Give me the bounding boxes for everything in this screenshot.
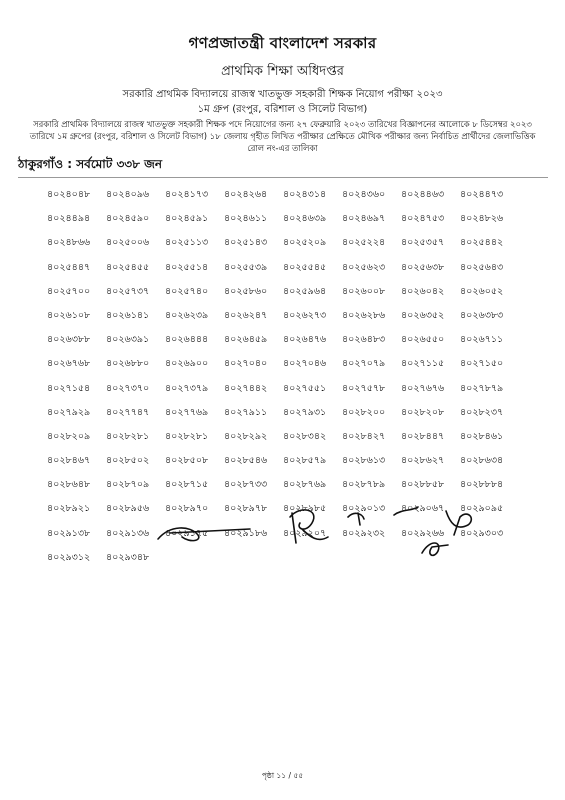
roll-number: ৪০২৭৫৭৮: [342, 382, 386, 394]
roll-number: ৪০২৮২০০: [342, 406, 386, 418]
roll-number: ৪০২৫৫৩৯: [224, 261, 268, 273]
roll-number: ৪০২৬০০৮: [342, 285, 386, 297]
signature-2: [290, 510, 328, 543]
roll-number: ৪০২৮২৮১: [106, 430, 150, 442]
page-number: পৃষ্ঠা ১১ / ৫৫: [261, 771, 304, 780]
roll-number: ৪০২৮৯৭৮: [224, 503, 268, 515]
roll-number: ৪০২৪৪৯৪: [47, 213, 91, 225]
roll-number: ৪০২৭১৫০: [460, 358, 504, 370]
roll-number: ৪০২৭৯১১: [224, 406, 268, 418]
roll-number: ৪০২৬৪৮৩: [342, 334, 386, 346]
directorate-title: প্রাথমিক শিক্ষা অধিদপ্তর: [221, 64, 344, 79]
roll-number: ৪০২৮৬৪৮: [47, 479, 91, 491]
group-subtitle: ১ম গ্রুপ (রংপুর, বরিশাল ও সিলেট বিভাগ): [197, 104, 368, 115]
roll-number: ৪০২৯৩০৩: [460, 527, 504, 539]
roll-number: ৪০২৮৫৪৬: [224, 455, 268, 467]
roll-number: ৪০২৮৩৪২: [283, 430, 327, 442]
roll-number: ৪০২৫৬৩৮: [401, 261, 445, 273]
roll-number: ৪০২৮৯৮৫: [283, 503, 327, 515]
roll-number: ৪০২৮২৯২: [224, 430, 268, 442]
roll-number: ৪০২৭৪৪২: [224, 382, 268, 394]
roll-number: ৪০২৮৫০৮: [165, 455, 209, 467]
roll-number: ৪০২৮২০৮: [401, 406, 445, 418]
roll-number: ৪০২৬৯০০: [165, 358, 209, 370]
roll-number: ৪০২৬৩৮৩: [460, 309, 504, 321]
roll-number: ৪০২৮৯৭০: [165, 503, 209, 515]
roll-number: ৪০২৯০৬৭: [401, 503, 445, 515]
roll-number: ৪০২৬৮৮০: [106, 358, 150, 370]
roll-number: ৪০২৫৪৪২: [460, 237, 504, 249]
roll-number: ৪০২৭০৪০: [224, 358, 268, 370]
roll-number: ৪০২৯১৩৮: [47, 527, 91, 539]
government-title: গণপ্রজাতন্ত্রী বাংলাদেশ সরকার: [188, 34, 377, 52]
signature-3: [348, 513, 364, 525]
roll-number: ৪০২৪০৯৬: [106, 189, 150, 200]
roll-number: ৪০২৬৫৫০: [401, 334, 445, 346]
roll-number: ৪০২৮৭৩৩: [224, 479, 268, 491]
roll-number: ৪০২৭০৭৯: [342, 358, 386, 370]
roll-number: ৪০২৯২৬৬: [401, 527, 445, 539]
roll-number: ৪০২৮৪৪৭: [401, 430, 445, 442]
signature-5: [446, 511, 471, 535]
roll-number: ৪০২৯২৩২: [342, 527, 386, 539]
roll-number: ৪০২৫৭৩৭: [106, 285, 150, 297]
exam-title: সরকারি প্রাথমিক বিদ্যালয়ে রাজস্ব খাতভুক্ত সহকারী শিক্ষক নিয়োগ পরীক্ষা ২০২৩: [122, 89, 443, 100]
roll-number: ৪০২৮৫০২: [106, 455, 150, 467]
roll-number: ৪০২৮৯৫৬: [106, 503, 150, 515]
section-divider: [18, 177, 548, 178]
roll-number: ৪০২৭৭৬৯: [165, 406, 209, 418]
roll-number: ৪০২৫২০৯: [283, 237, 327, 249]
roll-number: ৪০২৮৭১৫: [165, 479, 209, 491]
roll-number: ৪০২৮৯২১: [47, 503, 91, 515]
roll-number: ৪০২৪১৭৩: [165, 189, 209, 200]
notice-text: সরকারি প্রাথমিক বিদ্যালয়ে রাজস্ব খাতভুক্ত সহকারী শিক্ষক পদে নিয়োগের জন্য ২৭ ফেব্রুয়ারি ২০২৩ তারিখের বিজ্ঞাপনের আলোকে ৮ ডিসেম্বর ২০২৩ তারিখে ১ম গ্রুপের (রংপুর, বরিশাল ও সিলেট বিভাগ) ১৮ জেলায় গৃহীত লিখিত পরীক্ষার প্রেক্ষিতে মৌখিক পরীক্ষার জন্য নির্বাচিত প্রার্থীদের জেলাভিত্তিক রোল নং-এর তালিকা: [29, 119, 536, 153]
roll-number: ৪০২৫৬২৩: [342, 261, 386, 273]
roll-number: ৪০২৫৮৬০: [224, 285, 268, 297]
roll-number: ৪০২৪৮৬৬: [47, 237, 91, 249]
roll-number: ৪০২৪৫৯১: [165, 213, 209, 225]
roll-number: ৪০২৮৭৬৯: [283, 479, 327, 491]
roll-number: ৪০২৮৭০৯: [106, 479, 150, 491]
roll-number: ৪০২৪৫৯০: [106, 213, 150, 225]
roll-number: ৪০২৭৫৫১: [283, 382, 327, 394]
roll-number: ৪০২৬২৭৩: [283, 309, 327, 321]
roll-number: ৪০২৫০০৬: [106, 237, 150, 249]
roll-number: ৪০২৮৪৬১: [460, 430, 504, 442]
roll-number: ৪০২৪৪৬৩: [401, 189, 445, 200]
roll-number: ৪০২৯১৩৬: [106, 527, 150, 539]
roll-number: ৪০২৪২৬৪: [224, 189, 268, 200]
roll-number: ৪০২৮৬১৩: [342, 455, 386, 467]
roll-number: ৪০২৪৬৯৭: [342, 213, 386, 225]
roll-number: ৪০২৪৪৭৩: [460, 189, 504, 200]
roll-number: ৪০২৫১১৩: [165, 237, 209, 249]
roll-number: ৪০২৬২৪৭: [224, 309, 268, 321]
roll-number: ৪০২৬১০৮: [47, 309, 91, 321]
roll-number: ৪০২৪০৪৮: [47, 189, 91, 200]
roll-number: ৪০২৭৩৭০: [106, 382, 150, 394]
roll-number: ৪০২৫৭৪০: [165, 285, 209, 297]
roll-number: ৪০২৬০৪২: [401, 285, 445, 297]
roll-number: ৪০২৫৫৪৫: [283, 261, 327, 273]
roll-number: ৪০২৬৭৬৮: [47, 358, 91, 370]
roll-number: ৪০২৭৯২৯: [47, 406, 91, 418]
roll-number: ৪০২৪৩৬০: [342, 189, 386, 200]
roll-number: ৪০২৭১১৫: [401, 358, 445, 370]
roll-number: ৪০২৪৩১৪: [283, 189, 327, 200]
roll-number: ৪০২৯৩৪৮: [106, 551, 150, 563]
roll-number: ৪০২৫১৪৩: [224, 237, 268, 249]
roll-number: ৪০২৮২০৯: [47, 430, 91, 442]
roll-number: ৪০২৮৭৮৯: [342, 479, 386, 491]
roll-number: ৪০২৫২২৪: [342, 237, 386, 249]
roll-number: ৪০২৮৬২৭: [401, 455, 445, 467]
roll-number: ৪০২৮২৮১: [165, 430, 209, 442]
roll-number: ৪০২৬৩৫২: [401, 309, 445, 321]
roll-number: ৪০২৫৩৫৭: [401, 237, 445, 249]
roll-number: ৪০২৭৭৪৭: [106, 406, 150, 418]
roll-number: ৪০২৪৬১১: [224, 213, 268, 225]
roll-number: ৪০২৫৬৪৩: [460, 261, 504, 273]
roll-number: ৪০২৮৪২৭: [342, 430, 386, 442]
roll-number: ৪০২৮২৩৭: [460, 406, 504, 418]
roll-number: ৪০২৬৪৭৬: [283, 334, 327, 346]
roll-number: ৪০২৪৭৫৩: [401, 213, 445, 225]
roll-number: ৪০২৮৫৭৯: [283, 455, 327, 467]
roll-number: ৪০২৭৯৩১: [283, 406, 327, 418]
roll-number: ৪০২৬১৪১: [106, 309, 150, 321]
signature-4: [394, 507, 418, 515]
roll-number: ৪০২৮৬৩৪: [460, 455, 504, 467]
roll-number: ৪০২৬২৩৯: [165, 309, 209, 321]
roll-number: ৪০২৭১৫৪: [47, 382, 91, 394]
roll-number: ৪০২৭৬৭৬: [401, 382, 445, 394]
roll-number: ৪০২৯১৭৫: [165, 527, 209, 539]
roll-number: ৪০২৬৩৯১: [106, 334, 150, 346]
signature-6: [422, 543, 448, 555]
roll-number: ৪০২৯২০৭: [283, 527, 327, 539]
roll-number: ৪০২৯৩১২: [47, 551, 91, 563]
roll-number: ৪০২৯১৮৬: [224, 527, 268, 539]
roll-number: ৪০২৭৮৭৯: [460, 382, 504, 394]
roll-number: ৪০২৬৩৮৮: [47, 334, 91, 346]
signatures: [150, 495, 490, 565]
signature-1: [158, 528, 250, 541]
district-section-title: ঠাকুরগাঁও : সর্বমোট ৩৩৮ জন: [18, 157, 162, 171]
roll-number: ৪০২৫৪৪৭: [47, 261, 91, 273]
roll-number: ৪০২৫৪৫৫: [106, 261, 150, 273]
roll-number: ৪০২৬৪৪৪: [165, 334, 209, 346]
roll-number: ৪০২৬২৮৬: [342, 309, 386, 321]
roll-number: ৪০২৬০৫২: [460, 285, 504, 297]
roll-number: ৪০২৫৯৬৪: [283, 285, 327, 297]
roll-number: ৪০২৬৭১১: [460, 334, 504, 346]
roll-number: ৪০২৭৩৭৯: [165, 382, 209, 394]
roll-number: ৪০২৫৭০০: [47, 285, 91, 297]
roll-number: ৪০২৯০৯৫: [460, 503, 504, 515]
roll-number: ৪০২৯০১৩: [342, 503, 386, 515]
roll-number: ৪০২৪৮২৬: [460, 213, 504, 225]
roll-number: ৪০২৭০৪৬: [283, 358, 327, 370]
roll-number: ৪০২৬৪৫৯: [224, 334, 268, 346]
roll-number: ৪০২৮৮৮৪: [460, 479, 504, 491]
roll-number: ৪০২৮৮৫৮: [401, 479, 445, 491]
roll-number: ৪০২৮৪৬৭: [47, 455, 91, 467]
roll-number: ৪০২৪৬৩৯: [283, 213, 327, 225]
roll-number: ৪০২৫৫১৪: [165, 261, 209, 273]
